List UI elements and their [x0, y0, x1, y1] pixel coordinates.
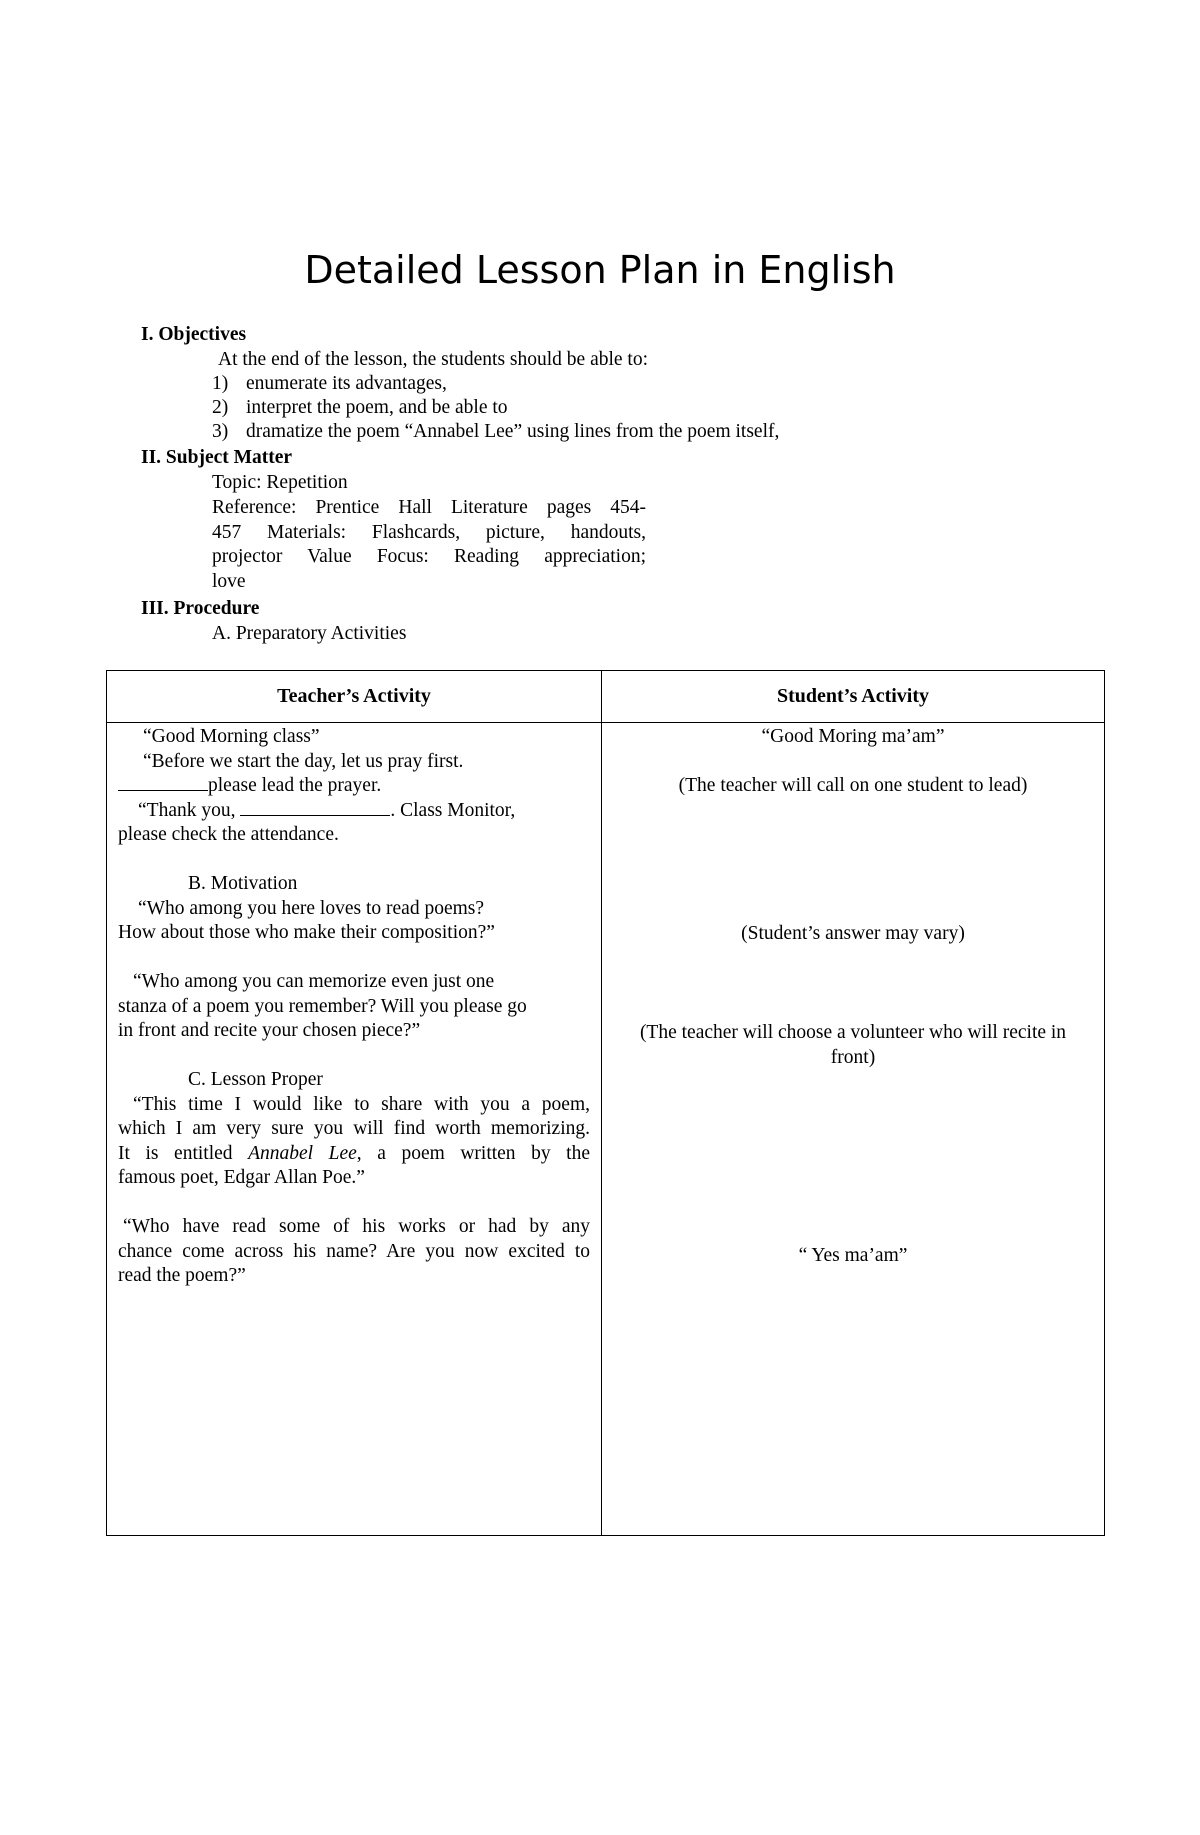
- objective-item-1: [212, 372, 447, 396]
- thank-you-text: “Thank you,: [138, 799, 236, 821]
- lead-prayer-text: please lead the prayer.: [208, 775, 382, 796]
- volunteer-line-2: front): [830, 1046, 876, 1068]
- motivation-question-1: “Who among you here loves to read poems?: [138, 897, 485, 919]
- objectives-heading: I. Objectives: [141, 324, 247, 345]
- objective-item-2: [212, 396, 508, 420]
- student-yes: “ Yes ma’am”: [798, 1245, 908, 1266]
- volunteer-line-1: (The teacher will choose a volunteer who will recite in: [639, 1022, 1067, 1043]
- read-question-text: [118, 1215, 590, 1289]
- objective-number: 1): [212, 373, 229, 394]
- teacher-attendance: please check the attendance.: [118, 824, 339, 845]
- activity-table: [106, 670, 1105, 1536]
- subject-line: projector Value Focus: Reading appreciation;: [212, 546, 646, 567]
- lesson-line: famous poet, Edgar Allan Poe.”: [118, 1167, 365, 1188]
- student-answer: (Student’s answer may vary): [741, 923, 965, 944]
- procedure-heading: III. Procedure: [141, 598, 260, 619]
- memorize-line-2: stanza of a poem you remember? Will you please go: [118, 995, 527, 1017]
- objective-text: interpret the poem, and be able to: [246, 397, 508, 418]
- subject-matter-heading: II. Subject Matter: [141, 447, 293, 468]
- lesson-proper-heading: C. Lesson Proper: [188, 1069, 323, 1090]
- lesson-line: “This time I would like to share with you a poem,: [133, 1093, 590, 1115]
- column-divider: [601, 671, 602, 1535]
- teacher-lead-prayer: [118, 774, 590, 799]
- objective-number: 3): [212, 421, 229, 442]
- subject-details: [212, 496, 646, 594]
- lesson-entitled-text: It is entitled: [118, 1142, 233, 1164]
- student-lead: (The teacher will call on one student to lead): [678, 775, 1028, 796]
- subject-line: 457 Materials: Flashcards, picture, handouts,: [212, 521, 646, 543]
- teacher-cell: [118, 725, 590, 1289]
- objective-text: dramatize the poem “Annabel Lee” using lines from the poem itself,: [246, 421, 780, 442]
- teacher-activity-header: Teacher’s Activity: [277, 685, 431, 707]
- teacher-greeting: “Good Morning class”: [143, 726, 320, 747]
- name-blank: [240, 799, 390, 816]
- memorize-line-3: in front and recite your chosen piece?”: [118, 1020, 421, 1041]
- objective-number: 2): [212, 397, 229, 418]
- memorize-line-1: “Who among you can memorize even just one: [133, 971, 495, 992]
- subject-topic: Topic: Repetition: [212, 472, 348, 493]
- read-line: “Who have read some of his works or had by any: [123, 1216, 590, 1237]
- motivation-heading: B. Motivation: [188, 873, 298, 894]
- page-title: Detailed Lesson Plan in English: [304, 248, 896, 292]
- lesson-line: [118, 1142, 590, 1167]
- objective-text: enumerate its advantages,: [246, 373, 447, 394]
- read-line: chance come across his name? Are you now excited to: [118, 1240, 590, 1262]
- lesson-line: which I am very sure you will find worth memorizing.: [118, 1118, 590, 1139]
- lesson-written-by-text: , a poem written by the: [356, 1142, 591, 1164]
- student-volunteer: [612, 1021, 1094, 1070]
- subject-line: love: [212, 570, 246, 592]
- objective-item-3: [212, 420, 779, 444]
- name-blank: [118, 774, 208, 791]
- objectives-intro: At the end of the lesson, the students should be able to:: [218, 349, 649, 370]
- subject-line: Reference: Prentice Hall Literature pages 454-: [212, 497, 646, 518]
- procedure-sub-a: A. Preparatory Activities: [212, 623, 407, 644]
- read-line: read the poem?”: [118, 1265, 246, 1286]
- student-greeting: “Good Moring ma’am”: [761, 726, 945, 747]
- poem-title: Annabel Lee: [248, 1142, 357, 1164]
- teacher-thank-you: [118, 799, 590, 824]
- motivation-question-2: How about those who make their composition?”: [118, 922, 495, 943]
- teacher-pray: “Before we start the day, let us pray first.: [143, 750, 464, 772]
- header-row-divider: [107, 722, 1104, 723]
- class-monitor-text: . Class Monitor,: [390, 799, 516, 821]
- student-activity-header: Student’s Activity: [776, 685, 930, 707]
- lesson-proper-text: [118, 1093, 590, 1191]
